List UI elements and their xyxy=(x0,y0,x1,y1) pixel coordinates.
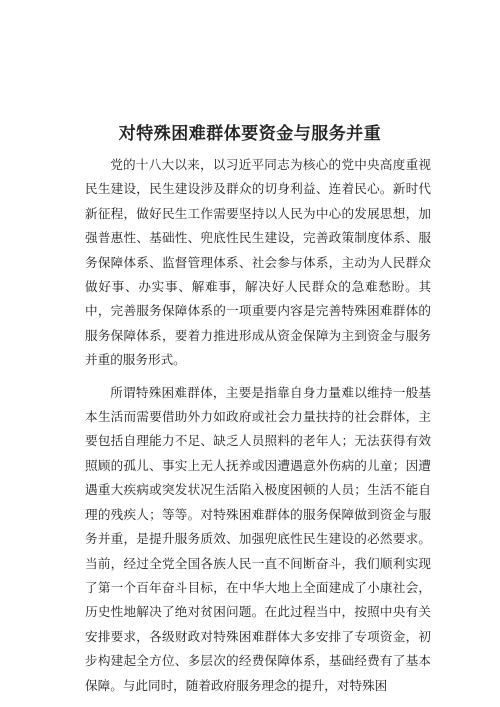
paragraph-2: 所谓特殊困难群体，主要是指靠自身力量难以维持一般基本生活而需要借助外力如政府或社会力量扶持的社会群体，主要包括自理能力不足、缺乏人员照料的老年人；无法获得有效照顾的孤儿、事实上无人抚养或因遭遇意外伤病的儿童；因遭遇重大疾病或突发状况生活陷入极度困顿的人员；生活不能自理的残疾人；等等。对特殊困难群体的服务保障做到资金与服务并重，是提升服务质效、加强兜底性民生建设的必然要求。当前，经过全党全国各族人民一直不间断奋斗，我们顺利实现了第一个百年奋斗目标，在中华大地上全面建成了小康社会，历史性地解决了绝对贫困问题。在此过程当中，按照中央有关安排要求，各级财政对特殊困难群体大多安排了专项资金，初步构建起全方位、多层次的经费保障体系，基础经费有了基本保障。与此同时，随着政府服务理念的提升，对特殊困 xyxy=(85,384,431,693)
document-title: 对特殊困难群体要资金与服务并重 xyxy=(118,124,382,144)
paragraph-1: 党的十八大以来，以习近平同志为核心的党中央高度重视民生建设，民生建设涉及群众的切身利益、连着民心。新时代新征程，做好民生工作需要坚持以人民为中心的发展思想，加强普惠性、基础性、兜底性民生建设，完善政策制度体系、服务保障体系、监督管理体系、社会参与体系，主动为人民群众做好事、办实事、解难事，解决好人民群众的急难愁盼。其中，完善服务保障体系的一项重要内容是完善特殊困难群体的服务保障体系，要着力推进形成从资金保障为主到资金与服务并重的服务形式。 xyxy=(85,157,431,368)
document-body xyxy=(85,153,431,706)
